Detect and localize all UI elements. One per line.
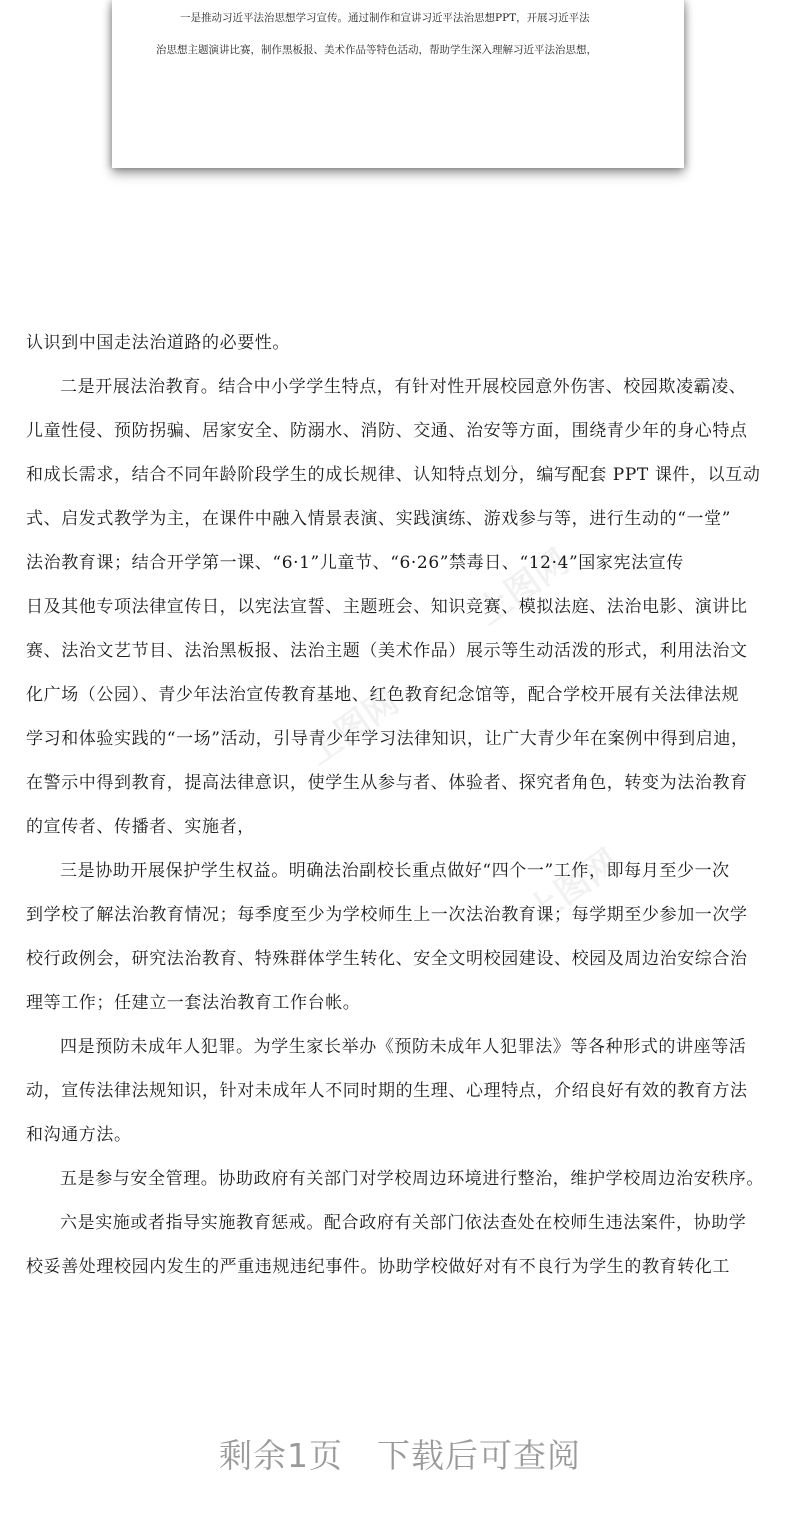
body-line: 三是协助开展保护学生权益。明确法治副校长重点做好“四个一”工作，即每月至少一次 (60, 861, 730, 881)
document-preview-card (112, 0, 684, 168)
body-line: 认识到中国走法治道路的必要性。 (26, 333, 290, 353)
document-body (26, 321, 776, 1289)
body-line: 在警示中得到教育，提高法律意识，使学生从参与者、体验者、探究者角色，转变为法治教育 (26, 773, 748, 793)
body-line: 和成长需求，结合不同年龄阶段学生的成长规律、认知特点划分，编写配套 PPT 课件，以互动 (26, 465, 761, 485)
body-line: 理等工作；任建立一套法治教育工作台帐。 (26, 993, 361, 1013)
body-line: 儿童性侵、预防拐骗、居家安全、防溺水、消防、交通、治安等方面，围绕青少年的身心特点 (26, 421, 748, 441)
body-line: 到学校了解法治教育情况；每季度至少为学校师生上一次法治教育课；每学期至少参加一次学 (26, 905, 748, 925)
body-line: 二是开展法治教育。结合中小学学生特点，有针对性开展校园意外伤害、校园欺凌霸凌、 (60, 377, 747, 397)
body-line: 日及其他专项法律宣传日，以宪法宣誓、主题班会、知识竞赛、模拟法庭、法治电影、演讲比 (26, 597, 748, 617)
watermark: 上图网 (299, 681, 407, 774)
body-line: 式、启发式教学为主，在课件中融入情景表演、实践演练、游戏参与等，进行生动的“一堂” (26, 509, 731, 529)
body-line: 法治教育课；结合开学第一课、“6·1”儿童节、“6·26”禁毒日、“12·4”国家宪法宣传 (26, 553, 684, 573)
body-line: 四是预防未成年人犯罪。为学生家长举办《预防未成年人犯罪法》等各种形式的讲座等活 (60, 1037, 747, 1057)
download-to-view-label: 下载后可查阅 (377, 1436, 581, 1475)
preview-line-1: 一是推动习近平法治思想学习宣传。通过制作和宣讲习近平法治思想PPT，开展习近平法 (180, 12, 590, 24)
body-line: 校妥善处理校园内发生的严重违规违纪事件。协助学校做好对有不良行为学生的教育转化工 (26, 1257, 730, 1277)
body-line: 赛、法治文艺节目、法治黑板报、法治主题（美术作品）展示等生动活泼的形式，利用法治文 (26, 641, 748, 661)
body-line: 和沟通方法。 (26, 1125, 132, 1145)
body-line: 五是参与安全管理。协助政府有关部门对学校周边环境进行整治，维护学校周边治安秩序。 (60, 1169, 764, 1189)
watermark: 上图网 (519, 841, 627, 934)
remaining-pages-label: 剩余1页 (219, 1436, 343, 1475)
body-line: 校行政例会，研究法治教育、特殊群体学生转化、安全文明校园建设、校园及周边治安综合治 (26, 949, 748, 969)
body-line: 六是实施或者指导实施教育惩戒。配合政府有关部门依法查处在校师生违法案件，协助学 (60, 1213, 747, 1233)
body-line: 的宣传者、传播者、实施者， (26, 817, 255, 837)
body-line: 动，宣传法律法规知识，针对未成年人不同时期的生理、心理特点，介绍良好有效的教育方法 (26, 1081, 748, 1101)
watermark: 上图网 (469, 541, 577, 634)
body-line: 学习和体验实践的“一场”活动，引导青少年学习法律知识，让广大青少年在案例中得到启迪， (26, 729, 749, 749)
download-prompt[interactable] (0, 1430, 800, 1477)
preview-line-2: 治思想主题演讲比赛，制作黑板报、美术作品等特色活动，帮助学生深入理解习近平法治思想， (156, 44, 597, 56)
body-line: 化广场（公园）、青少年法治宣传教育基地、红色教育纪念馆等，配合学校开展有关法律法规 (26, 685, 740, 705)
